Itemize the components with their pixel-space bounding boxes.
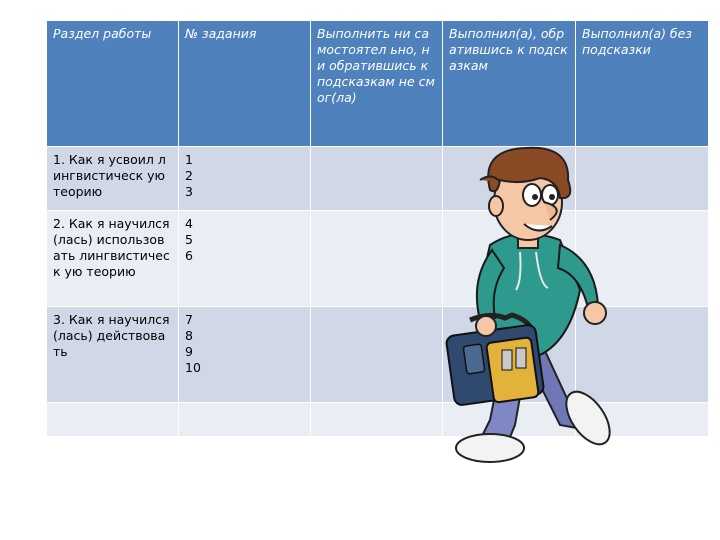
- header-could-not-complete: Выполнить ни самостоятел ьно, ни обратившись к подсказкам не смог(ла): [311, 21, 443, 147]
- task-number: 10: [185, 360, 201, 375]
- empty-cell: [179, 403, 311, 437]
- row-section: [47, 403, 179, 437]
- task-number: 1: [185, 152, 193, 167]
- row-section: 3. Как я научился(лась) действовать: [47, 307, 179, 403]
- row-tasks: [179, 211, 311, 307]
- row-tasks: [179, 147, 311, 211]
- header-completed-without-hints: Выполнил(а) без подсказки: [576, 21, 709, 147]
- task-number: 8: [185, 328, 193, 343]
- task-number: 9: [185, 344, 193, 359]
- table-header-row: [47, 21, 709, 147]
- row-section: 2. Как я научился(лась) использовать лингвистическ ую теорию: [47, 211, 179, 307]
- header-section: Раздел работы: [47, 21, 179, 147]
- header-task-number: № задания: [179, 21, 311, 147]
- row-tasks: [179, 307, 311, 403]
- header-completed-with-hints: Выполнил(а), обратившись к подсказкам: [443, 21, 576, 147]
- row-section: 1. Как я усвоил лингвистическ ую теорию: [47, 147, 179, 211]
- task-number: 6: [185, 248, 193, 263]
- task-number: 2: [185, 168, 193, 183]
- task-number: 7: [185, 312, 193, 327]
- task-number: 3: [185, 184, 193, 199]
- task-number: 5: [185, 232, 193, 247]
- cartoon-student-with-briefcase-icon: [420, 140, 630, 470]
- task-number: 4: [185, 216, 193, 231]
